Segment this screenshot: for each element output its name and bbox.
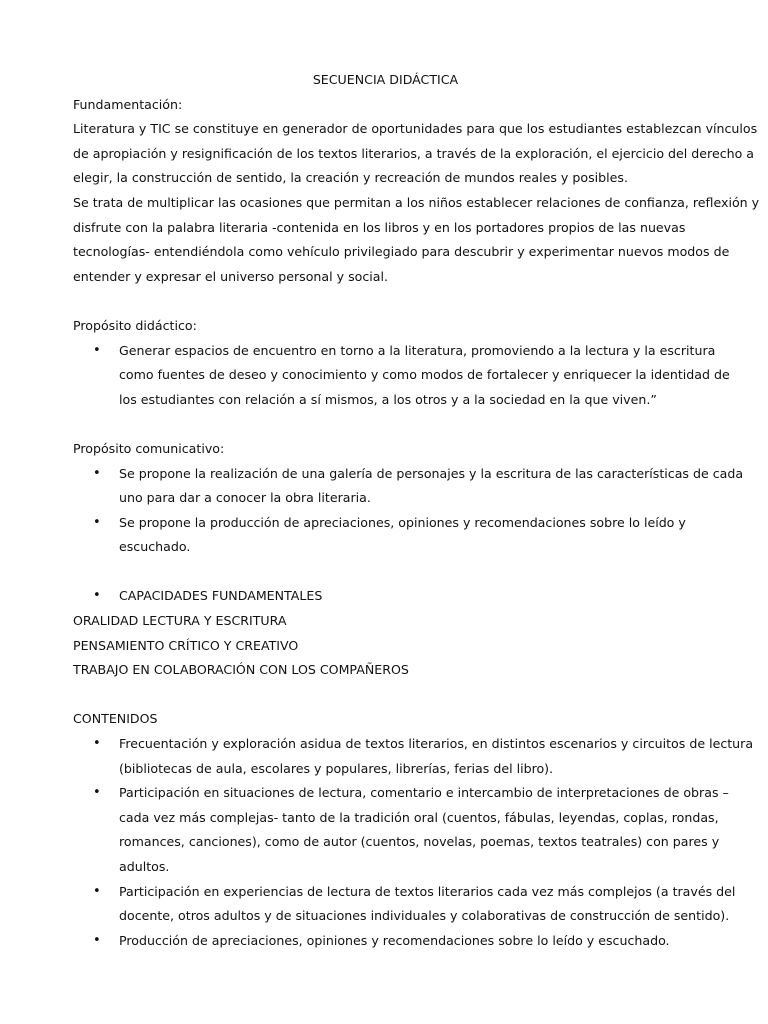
list-item bbox=[73, 511, 698, 560]
list-item-line: Generar espacios de encuentro en torno a la literatura, promoviendo a la lectura y la escritura bbox=[119, 342, 716, 358]
capacidades-heading: CAPACIDADES FUNDAMENTALES bbox=[119, 588, 323, 604]
list-item-line: como fuentes de deseo y conocimiento y como modos de fortalecer y enriquecer la identidad de bbox=[119, 367, 730, 383]
bullet-icon: • bbox=[93, 342, 101, 358]
blank-line bbox=[73, 560, 698, 585]
list-item-line: Se propone la producción de apreciaciones, opiniones y recomendaciones sobre lo leído y bbox=[119, 514, 686, 530]
list-item-line: Frecuentación y exploración asidua de textos literarios, en distintos escenarios y circuitos de lectura bbox=[119, 736, 754, 752]
list-item bbox=[73, 462, 744, 511]
bullet-icon: • bbox=[93, 932, 101, 948]
list-item-line: escuchado. bbox=[119, 539, 191, 555]
paragraph-line: Literatura y TIC se constituye en generador de oportunidades para que los estudiantes establezcan vínculos bbox=[73, 121, 758, 137]
list-item bbox=[73, 732, 754, 781]
list-item-line: romances, canciones), como de autor (cuentos, novelas, poemas, textos teatrales) con pares y bbox=[119, 834, 720, 850]
paragraph-line: elegir, la construcción de sentido, la creación y recreación de mundos reales y posibles. bbox=[73, 170, 628, 186]
document-page bbox=[73, 68, 760, 953]
list-item bbox=[73, 929, 698, 954]
paragraph-line: entender y expresar el universo personal y social. bbox=[73, 268, 388, 284]
proposito-didactico-heading: Propósito didáctico: bbox=[73, 317, 197, 333]
list-item bbox=[73, 781, 729, 879]
capacidades-list bbox=[73, 584, 698, 609]
contenidos-list bbox=[73, 732, 754, 953]
bullet-icon: • bbox=[93, 514, 101, 530]
list-item-line: Producción de apreciaciones, opiniones y recomendaciones sobre lo leído y escuchado. bbox=[119, 932, 670, 948]
list-item-line: Participación en experiencias de lectura de textos literarios cada vez más complejos (a través del bbox=[119, 883, 736, 899]
bullet-icon: • bbox=[93, 785, 101, 801]
list-item-line: Participación en situaciones de lectura, comentario e intercambio de interpretaciones de obras – bbox=[119, 785, 729, 801]
bullet-icon: • bbox=[93, 736, 101, 752]
list-item-line: adultos. bbox=[119, 859, 170, 874]
list-item-line: cada vez más complejas- tanto de la tradición oral (cuentos, fábulas, leyendas, coplas, rondas, bbox=[119, 809, 719, 825]
list-item-line: uno para dar a conocer la obra literaria. bbox=[119, 490, 371, 506]
list-item bbox=[73, 584, 698, 609]
proposito-didactico-list bbox=[73, 339, 730, 413]
bullet-icon: • bbox=[93, 465, 101, 481]
document-title: SECUENCIA DIDÁCTICA bbox=[312, 72, 459, 87]
paragraph-line: disfrute con la palabra literaria -contenida en los libros y en los portadores propios de las nuevas bbox=[73, 219, 686, 235]
blank-line bbox=[73, 289, 698, 314]
paragraph-line: tecnologías- entendiéndola como vehículo privilegiado para descubrir y experimentar nuevos modos de bbox=[73, 244, 730, 260]
bullet-icon: • bbox=[93, 883, 101, 899]
capacidad-line: PENSAMIENTO CRÍTICO Y CREATIVO bbox=[73, 637, 299, 653]
blank-line bbox=[73, 683, 698, 708]
capacidad-line: TRABAJO EN COLABORACIÓN CON LOS COMPAÑEROS bbox=[73, 662, 409, 678]
paragraph-line: de apropiación y resignificación de los textos literarios, a través de la exploración, el ejercicio del derecho a bbox=[73, 145, 755, 161]
paragraph-line: Se trata de multiplicar las ocasiones que permitan a los niños establecer relaciones de confianza, reflexión y bbox=[73, 194, 760, 210]
blank-line bbox=[73, 412, 698, 437]
list-item-line: (bibliotecas de aula, escolares y populares, librerías, ferias del libro). bbox=[119, 760, 554, 776]
list-item-line: Se propone la realización de una galería de personajes y la escritura de las características de cada bbox=[119, 465, 744, 481]
list-item bbox=[73, 339, 730, 413]
fundamentacion-paragraph-1 bbox=[73, 117, 758, 191]
list-item bbox=[73, 880, 736, 929]
bullet-icon: • bbox=[93, 588, 101, 604]
capacidad-line: ORALIDAD LECTURA Y ESCRITURA bbox=[73, 613, 287, 629]
list-item-line: los estudiantes con relación a sí mismos, a los otros y a la sociedad en la que viven.” bbox=[119, 391, 657, 407]
fundamentacion-paragraph-2 bbox=[73, 191, 760, 289]
list-item-line: docente, otros adultos y de situaciones individuales y colaborativas de construcción de sentido). bbox=[119, 908, 730, 924]
proposito-comunicativo-list bbox=[73, 462, 744, 560]
fundamentacion-heading: Fundamentación: bbox=[73, 96, 183, 112]
contenidos-heading: CONTENIDOS bbox=[73, 711, 158, 727]
proposito-comunicativo-heading: Propósito comunicativo: bbox=[73, 440, 225, 456]
